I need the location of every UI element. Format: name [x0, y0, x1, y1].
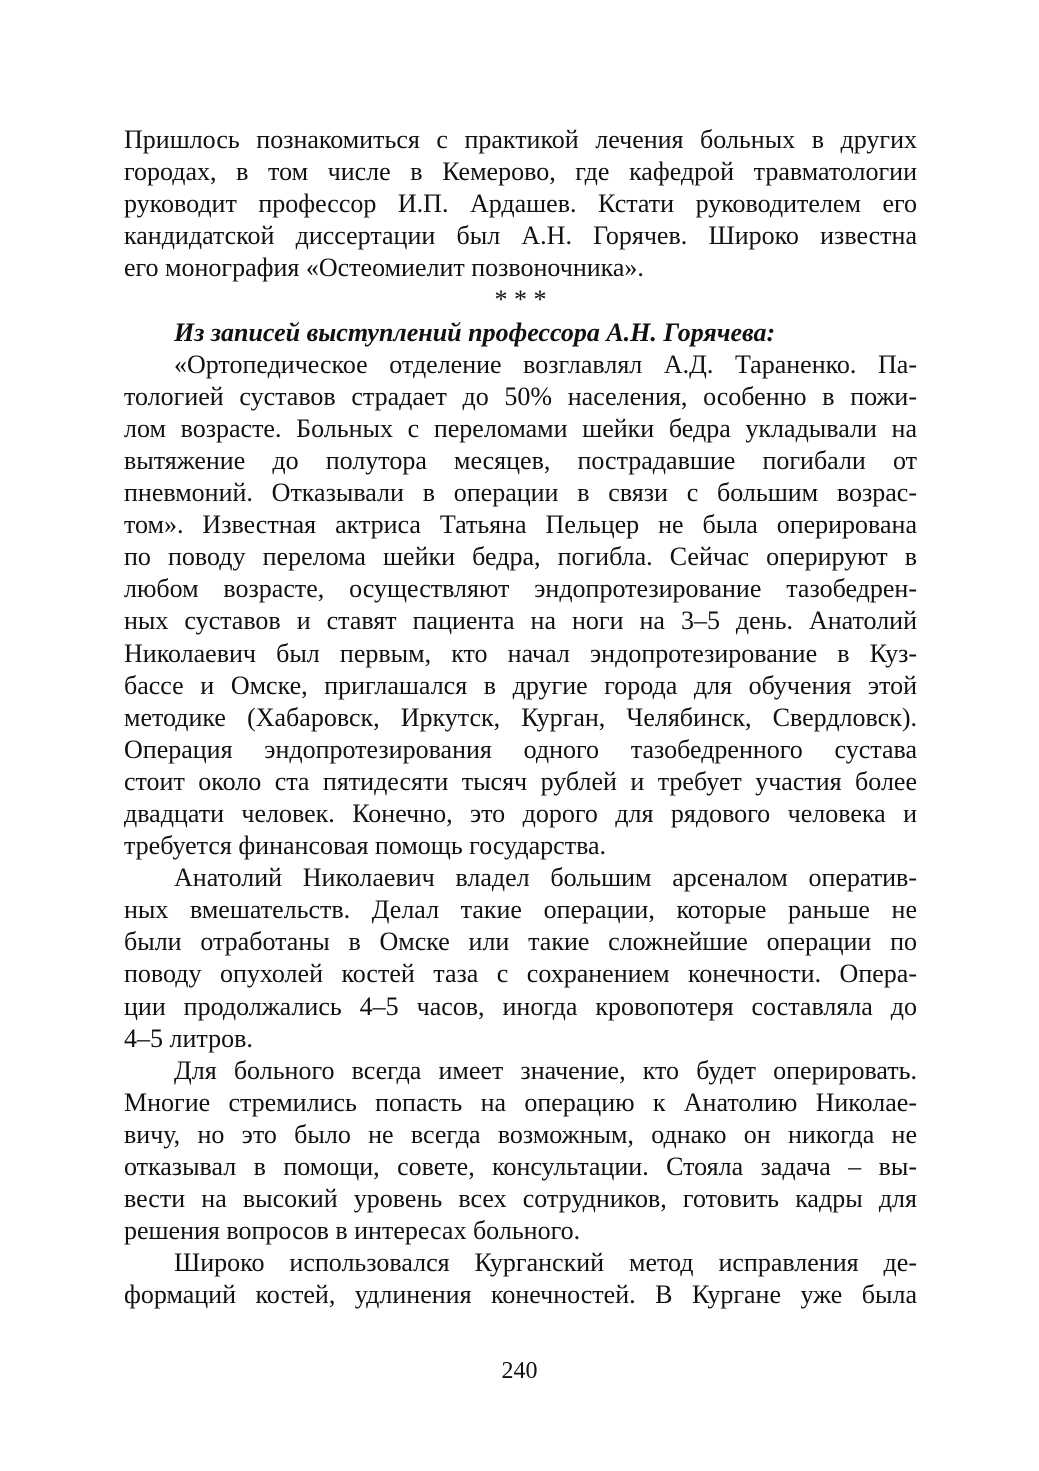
text-line: двадцати человек. Конечно, это дорого для рядового человека и [124, 798, 917, 828]
text-line: Николаевич был первым, кто начал эндопротезирование в Куз- [124, 638, 917, 668]
text-line: вытяжение до полутора месяцев, пострадавшие погибали от [124, 445, 917, 475]
page-body [124, 124, 917, 1311]
section-separator: * * * [494, 285, 547, 315]
text-line: пневмоний. Отказывали в операции в связи с большим возрас- [124, 478, 917, 508]
text-line: методике (Хабаровск, Иркутск, Курган, Челябинск, Свердловск). [124, 702, 917, 732]
text-line: решения вопросов в интересах больного. [124, 1216, 581, 1246]
text-line: вести на высокий уровень всех сотрудников, готовить кадры для [124, 1184, 917, 1214]
text-line: ных вмешательств. Делал такие операции, которые раньше не [124, 895, 917, 925]
text-line: ных суставов и ставят пациента на ноги на 3–5 день. Анатолий [124, 606, 917, 636]
text-line: стоит около ста пятидесяти тысяч рублей и требует участия более [124, 766, 917, 796]
text-line: требуется финансовая помощь государства. [124, 831, 607, 861]
text-line: Широко использовался Курганский метод исправления де- [174, 1248, 917, 1278]
text-line: Пришлось познакомиться с практикой лечения больных в других [124, 125, 917, 154]
text-line: тологией суставов страдает до 50% населения, особенно в пожи- [124, 381, 917, 411]
text-line: Многие стремились попасть на операцию к Анатолию Николае- [124, 1087, 917, 1117]
text-line: лом возрасте. Больных с переломами шейки бедра укладывали на [124, 413, 917, 443]
text-line: вичу, но это было не всегда возможным, однако он никогда не [124, 1119, 917, 1149]
text-line: бассе и Омске, приглашался в другие города для обучения этой [124, 670, 917, 700]
text-line: Анатолий Николаевич владел большим арсеналом оператив- [174, 863, 917, 893]
text-line: формаций костей, удлинения конечностей. В Кургане уже была [124, 1280, 917, 1310]
text-line: руководит профессор И.П. Ардашев. Кстати руководителем его [124, 189, 917, 219]
paragraph [124, 124, 917, 284]
page-number: 240 [501, 1358, 538, 1384]
text-line: поводу опухолей костей таза с сохранением конечности. Опера- [124, 959, 917, 989]
text-line: кандидатской диссертации был А.Н. Горячев. Широко известна [124, 221, 917, 251]
text-line: городах, в том числе в Кемерово, где кафедрой травматологии [124, 157, 917, 187]
paragraph [124, 349, 917, 863]
text-line: по поводу перелома шейки бедра, погибла. Сейчас оперируют в [124, 542, 917, 572]
text-line: отказывал в помощи, совете, консультации. Стояла задача – вы- [124, 1152, 917, 1181]
paragraph [124, 862, 917, 1055]
text-line: Операция эндопротезирования одного тазобедренного сустава [124, 734, 917, 764]
text-line: его монография «Остеомиелит позвоночника». [124, 253, 644, 283]
section-heading: Из записей выступлений профессора А.Н. Горячева: [174, 317, 776, 347]
text-line: были отработаны в Омске или такие сложнейшие операции по [124, 927, 917, 957]
text-line: том». Известная актриса Татьяна Пельцер не была оперирована [124, 510, 917, 540]
text-line: любом возрасте, осуществляют эндопротезирование тазобедрен- [124, 574, 917, 604]
paragraph [124, 1055, 917, 1248]
text-line: «Ортопедическое отделение возглавлял А.Д. Тараненко. Па- [174, 349, 917, 379]
text-line: ции продолжались 4–5 часов, иногда кровопотеря составляла до [124, 991, 917, 1021]
text-line: Для больного всегда имеет значение, кто будет оперировать. [174, 1055, 917, 1085]
text-line: 4–5 литров. [124, 1023, 253, 1053]
paragraph [124, 1247, 917, 1311]
